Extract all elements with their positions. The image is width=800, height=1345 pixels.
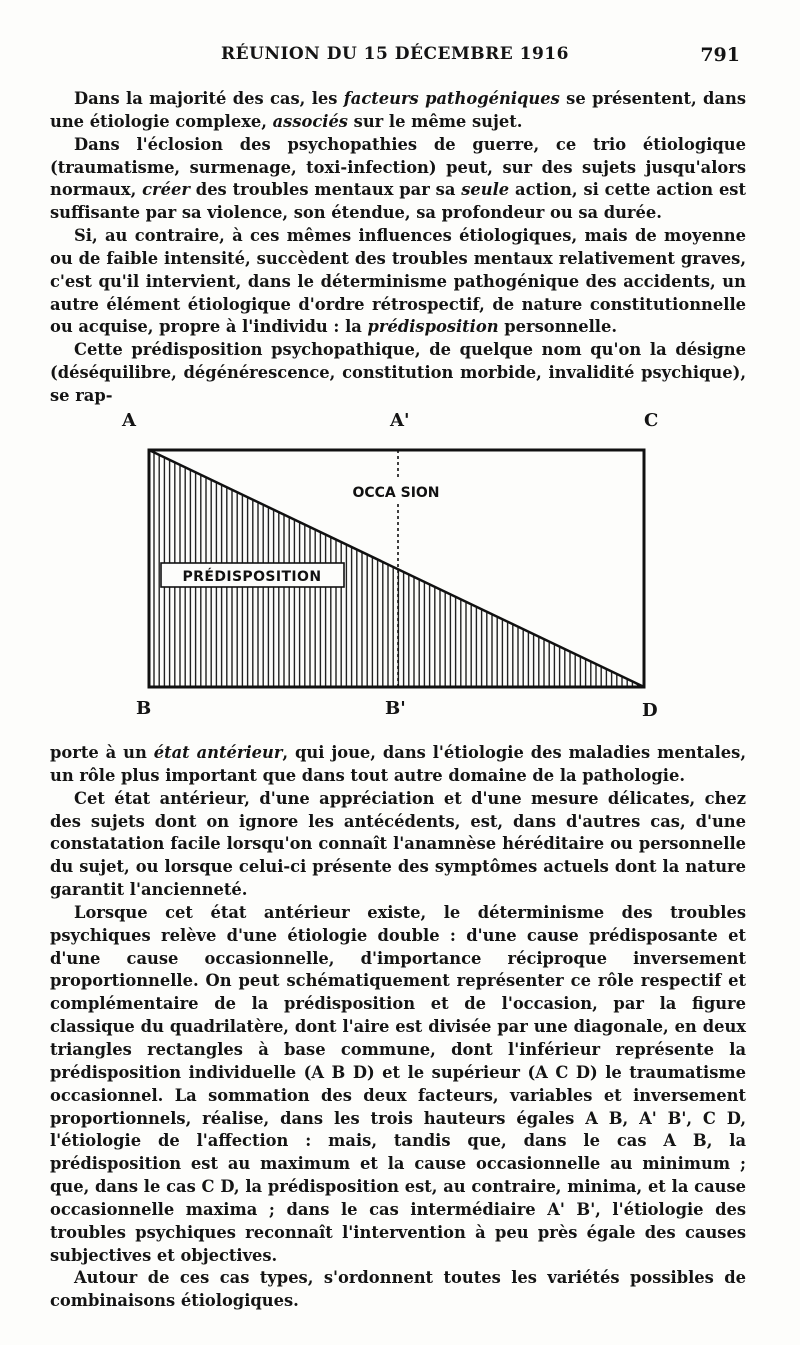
italic-term: seule (461, 180, 510, 200)
bottom-paragraph-1 (50, 742, 746, 788)
top-paragraph-2 (50, 134, 746, 225)
top-paragraph-4 (50, 339, 746, 408)
italic-term: créer (142, 180, 190, 200)
text-run: Dans la majorité des cas, les (74, 89, 344, 108)
bottom-paragraph-3 (50, 902, 746, 1268)
italic-term: état antérieur (153, 743, 283, 762)
figure-quadrilateral (110, 410, 670, 740)
label-predisposition: PRÉDISPOSITION (182, 569, 322, 585)
text-run: Dans l'éclosion des psychopathies de guerre, ce trio étiologique (traumatisme, surmenage, toxi-infection) peut, sur des sujets jusqu'alors normaux, (50, 134, 746, 200)
text-run: action, si cette action est suffisante par sa violence, son étendue, sa profondeur ou sa durée. (50, 180, 746, 223)
bottom-paragraph-4 (50, 1267, 746, 1313)
italic-term: prédisposition (367, 317, 499, 337)
text-run: Si, au contraire, à ces mêmes influences étiologiques, mais de moyenne ou de faible intensité, succèdent des troubles mentaux relativement graves, c'est qu'il intervient, dans le déterminisme pathogénique des accidents, un autre élément étiologique d'ordre rétrospectif, de nature constitutionnelle ou acquise, propre à l'individu : la (50, 226, 746, 337)
text-run: Lorsque cet état antérieur existe, le déterminisme des troubles psychiques relève d'une étiologie double : d'une cause prédisposante et d'une cause occasionnelle, d'importance réciproque inversement proportionnelle. On peut schématiquement représenter ce rôle respectif et complémentaire de la prédisposition et de l'occasion, par la figure classique du quadrilatère, dont l'aire est divisée par une diagonale, en deux triangles rectangles à base commune, dont l'inférieur représente la prédisposition individuelle (A B D) et le supérieur (A C D) le traumatisme occasionnel. La sommation des deux facteurs, variables et inversement proportionnels, réalise, dans les trois hauteurs égales A B, A' B', C D, l'étiologie de l'affection : mais, tandis que, dans le cas A B, la prédisposition est au maximum et la cause occasionnelle au minimum ; que, dans le cas C D, la prédisposition est, au contraire, minima, et la cause occasionnelle maxima ; dans le cas intermédiaire A' B', l'étiologie des troubles psychiques reconnaît l'intervention à peu près égale des causes subjectives et objectives. (50, 902, 746, 1265)
top-paragraph-1 (50, 88, 746, 134)
text-run: Cet état antérieur, d'une appréciation et d'une mesure délicates, chez des sujets dont on ignore les antécédents, est, dans d'autres cas, d'une constatation facile lorsqu'on connaît l'anamnèse héréditaire ou personnelle du sujet, ou lorsque celui-ci présente des symptômes actuels dont la nature garantit l'ancienneté. (50, 788, 746, 900)
text-block-bottom (50, 742, 746, 1313)
top-paragraph-3 (50, 225, 746, 339)
label-D: D (642, 700, 658, 721)
label-B-prime: B' (385, 698, 406, 719)
text-block-top (50, 88, 746, 408)
italic-term: associés (272, 111, 348, 131)
bottom-paragraph-2 (50, 788, 746, 902)
running-header (50, 44, 740, 70)
text-run: Cette prédisposition psychopathique, de quelque nom qu'on la désigne (déséquilibre, dégénérescence, constitution morbide, invalidité psychique), se rap- (50, 340, 746, 405)
text-run: personnelle. (498, 317, 618, 337)
page-number: 791 (700, 44, 740, 66)
label-B: B (136, 698, 152, 719)
text-run: Autour de ces cas types, s'ordonnent toutes les variétés possibles de combinaisons étiologiques. (50, 1268, 746, 1311)
label-occasion: OCCA SION (352, 485, 440, 501)
text-run: sur le même sujet. (347, 111, 523, 131)
italic-term: facteurs pathogéniques (343, 89, 560, 108)
quadrilateral-diagram (110, 410, 670, 740)
text-run: se présentent, dans une étiologie complexe, (50, 89, 746, 131)
running-head-title: RÉUNION DU 15 DÉCEMBRE 1916 (221, 44, 569, 64)
label-A-prime: A' (390, 410, 410, 431)
text-run: porte à un (50, 743, 154, 762)
label-A: A (122, 410, 136, 431)
text-run: des troubles mentaux par sa (189, 180, 462, 200)
label-C: C (644, 410, 659, 431)
text-run: , qui joue, dans l'étiologie des maladies mentales, un rôle plus important que dans tout autre domaine de la pathologie. (50, 743, 746, 785)
